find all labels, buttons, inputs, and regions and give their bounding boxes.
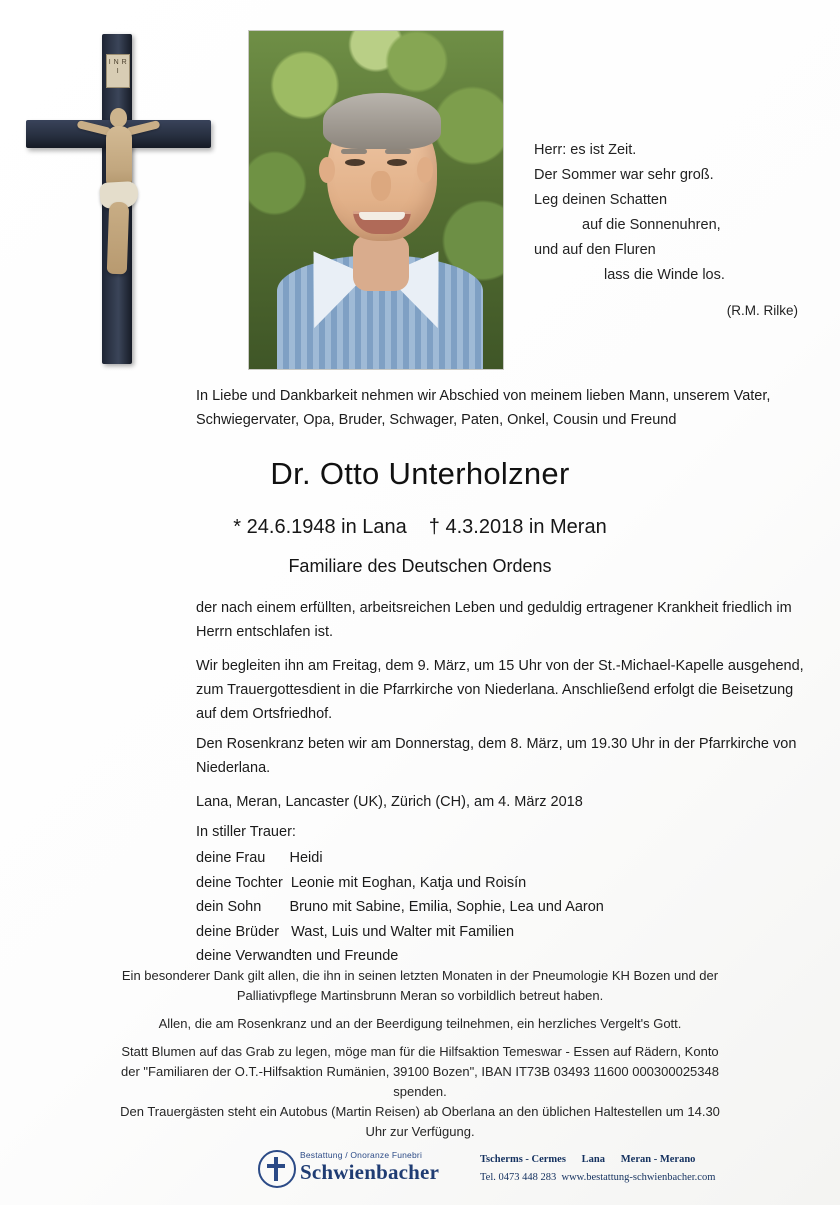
footer-contact: Tel. 0473 448 283 www.bestattung-schwienbacher.com	[480, 1172, 716, 1183]
photo-eye-right	[387, 159, 407, 166]
deceased-name: Dr. Otto Unterholzner	[270, 456, 570, 491]
poem-line-5: und auf den Fluren	[534, 242, 656, 258]
poem-block	[534, 138, 816, 323]
photo-teeth	[359, 212, 405, 220]
birth-date: * 24.6.1948 in Lana	[233, 516, 407, 538]
life-dates	[0, 516, 840, 539]
photo-ear-right	[417, 157, 433, 183]
order-title: Familiare des Deutschen Ordens	[288, 556, 552, 576]
inri-plaque: I N R I	[106, 54, 130, 88]
photo-eyebrow-left	[341, 149, 367, 154]
poem-line-2: Der Sommer war sehr groß.	[534, 167, 714, 183]
footer	[258, 1148, 718, 1194]
paragraph-in-mourning: In stiller Trauer:	[196, 824, 296, 840]
poem-line-1: Herr: es ist Zeit.	[534, 142, 637, 158]
poem-line-3: Leg deinen Schatten	[534, 192, 668, 208]
paragraph-funeral: Wir begleiten ihn am Freitag, dem 9. März, um 15 Uhr von der St.-Michael-Kapelle ausgehend, zum Trauergottesdient in die Pfarrkirche von Niederlana. Anschließend erfolgt die Beisetzung auf dem Ortsfriedhof.	[196, 658, 804, 722]
photo-eyebrow-right	[385, 149, 411, 154]
figure-head	[110, 108, 127, 127]
list-item: deine Tochter Leonie mit Eoghan, Katja und Roisín	[196, 874, 527, 891]
poem-line-6: lass die Winde los.	[604, 267, 725, 283]
thanks-note: Ein besonderer Dank gilt allen, die ihn in seinen letzten Monaten in der Pneumologie KH Bozen und der Palliativpflege Martinsbrunn Meran so vorbildlich betreut haben.	[121, 968, 719, 1003]
bus-note: Den Trauergästen steht ein Autobus (Martin Reisen) ab Oberlana an den üblichen Haltestellen um 14.30 Uhr zur Verfügung.	[120, 1104, 720, 1139]
paragraph-passing: der nach einem erfüllten, arbeitsreichen Leben und geduldig ertragener Krankheit friedlich im Herrn entschlafen ist.	[196, 600, 792, 640]
photo-ear-left	[319, 157, 335, 183]
portrait-photo	[248, 30, 504, 370]
blessing-note: Allen, die am Rosenkranz und an der Beerdigung teilnehmen, ein herzliches Vergelt's Gott.	[158, 1016, 682, 1031]
mourners-list	[196, 846, 816, 969]
donation-note: Statt Blumen auf das Grab zu legen, möge man für die Hilfsaktion Temeswar - Essen auf Rädern, Konto der "Familiaren der O.T.-Hilfsaktion Rumänien, 39100 Bozen", IBAN IT73B 03493 11600 000300025348 spenden.	[121, 1044, 719, 1099]
company-tagline: Bestattung / Onoranze Funebri	[300, 1150, 423, 1160]
photo-neck	[353, 235, 409, 291]
figure-torso	[106, 126, 132, 188]
list-item: deine Brüder Wast, Luis und Walter mit Familien	[196, 923, 515, 940]
figure-legs	[107, 202, 130, 275]
poem-author: (R.M. Rilke)	[726, 303, 798, 318]
photo-nose	[371, 171, 391, 201]
intro-text: In Liebe und Dankbarkeit nehmen wir Abschied von meinem lieben Mann, unserem Vater, Schwiegervater, Opa, Bruder, Schwager, Paten, Onkel, Cousin und Freund	[196, 388, 771, 428]
cross-logo-icon	[258, 1150, 296, 1188]
list-item: deine Frau Heidi	[196, 850, 323, 866]
poem-line-4: auf die Sonnenuhren,	[582, 217, 721, 233]
crucifix-image	[18, 28, 233, 368]
photo-hair	[323, 93, 441, 149]
death-date: † 4.3.2018 in Meran	[428, 516, 607, 538]
company-name: Schwienbacher	[300, 1160, 440, 1184]
corpus-figure	[78, 102, 160, 292]
photo-eye-left	[345, 159, 365, 166]
footer-locations: Tscherms - Cermes Lana Meran - Merano	[480, 1154, 696, 1165]
paragraph-rosary: Den Rosenkranz beten wir am Donnerstag, dem 8. März, um 19.30 Uhr in der Pfarrkirche von Niederlana.	[196, 736, 797, 776]
list-item: dein Sohn Bruno mit Sabine, Emilia, Sophie, Lea und Aaron	[196, 899, 604, 915]
list-item: deine Verwandten und Freunde	[196, 948, 399, 964]
paragraph-places-date: Lana, Meran, Lancaster (UK), Zürich (CH), am 4. März 2018	[196, 794, 583, 810]
